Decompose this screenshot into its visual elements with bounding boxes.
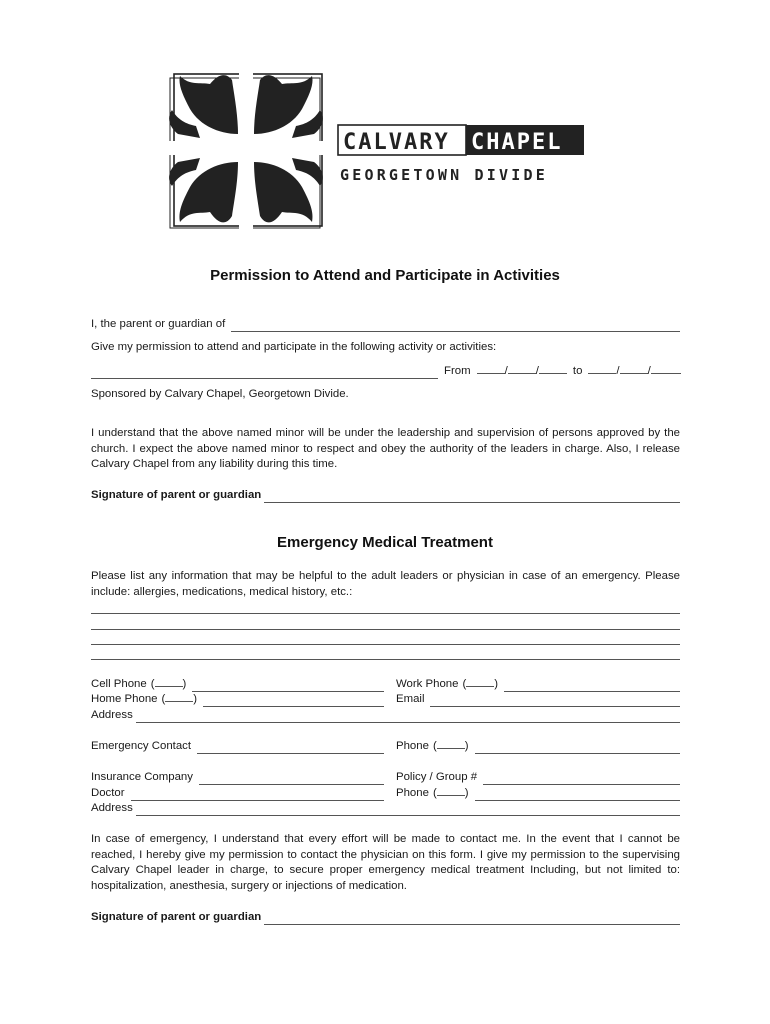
email-row bbox=[396, 692, 680, 707]
emergency-consent: In case of emergency, I understand that every effort will be made to contact me. In the event that I cannot be reached, I hereby give my permission to contact the physician on this form. I give my permission to the supervising Calvary Chapel leader in charge, to secure proper emergency medical treatment Including, but not limited to: hospitalization, anesthesia, surgery or injections of medication. bbox=[91, 833, 680, 892]
home-phone-area-code[interactable]: ( ) bbox=[161, 693, 198, 705]
parent-of-row bbox=[91, 317, 680, 332]
give-permission-text: Give my permission to attend and participate in the following activity or activities: bbox=[91, 341, 497, 353]
doctor-address-label: Address bbox=[91, 802, 133, 814]
sponsored-row bbox=[91, 387, 680, 402]
medical-info-line-4 bbox=[91, 645, 680, 660]
medical-instructions: Please list any information that may be helpful to the adult leaders or physician in case of an emergency. Please include: allergies, medications, medical history, etc.: bbox=[91, 570, 680, 598]
work-phone-field[interactable] bbox=[504, 680, 680, 692]
doctor-phone-label: Phone bbox=[396, 787, 429, 799]
cross-flower-emblem-icon bbox=[160, 64, 590, 239]
medical-info-field-1[interactable] bbox=[91, 602, 680, 614]
home-phone-field[interactable] bbox=[203, 695, 384, 707]
to-label: to bbox=[572, 365, 583, 377]
doctor-phone-area-code[interactable]: ( ) bbox=[432, 787, 469, 799]
doctor-row bbox=[91, 786, 384, 801]
emergency-contact-label: Emergency Contact bbox=[91, 740, 192, 752]
email-field[interactable] bbox=[430, 695, 680, 707]
emergency-phone-row bbox=[396, 739, 680, 754]
doctor-label: Doctor bbox=[91, 787, 125, 799]
signature-label-2: Signature of parent or guardian bbox=[91, 911, 262, 923]
calvary-chapel-logo bbox=[160, 64, 590, 239]
signature-field-1[interactable] bbox=[264, 491, 680, 503]
liability-statement: I understand that the above named minor will be under the leadership and supervision of persons approved by the church. I expect the above named minor to respect and obey the authority of the leaders in charge. Also, I release Calvary Chapel from any liability during this time. bbox=[91, 427, 680, 471]
cell-phone-label: Cell Phone bbox=[91, 678, 147, 690]
signature-label-1: Signature of parent or guardian bbox=[91, 489, 262, 501]
policy-row bbox=[396, 770, 680, 785]
medical-info-line-1 bbox=[91, 599, 680, 614]
insurance-row bbox=[91, 770, 384, 785]
address-row bbox=[91, 708, 680, 723]
activity-field[interactable] bbox=[91, 367, 438, 379]
permission-title: Permission to Attend and Participate in Activities bbox=[210, 267, 560, 284]
work-phone-row bbox=[396, 677, 680, 692]
emergency-phone-field[interactable] bbox=[475, 742, 680, 754]
emergency-contact-field[interactable] bbox=[197, 742, 384, 754]
doctor-field[interactable] bbox=[131, 789, 384, 801]
address-field[interactable] bbox=[136, 711, 680, 723]
to-date-field[interactable]: / / bbox=[588, 363, 680, 379]
medical-info-line-2 bbox=[91, 615, 680, 630]
medical-info-field-2[interactable] bbox=[91, 618, 680, 630]
medical-info-field-4[interactable] bbox=[91, 648, 680, 660]
doctor-address-field[interactable] bbox=[136, 804, 680, 816]
insurance-field[interactable] bbox=[199, 773, 384, 785]
logo-word-chapel: CHAPEL bbox=[471, 130, 563, 155]
medical-info-field-3[interactable] bbox=[91, 633, 680, 645]
minor-name-field[interactable] bbox=[231, 320, 680, 332]
emergency-phone-label: Phone bbox=[396, 740, 429, 752]
email-label: Email bbox=[396, 693, 425, 705]
medical-info-line-3 bbox=[91, 630, 680, 645]
work-phone-label: Work Phone bbox=[396, 678, 459, 690]
signature-field-2[interactable] bbox=[264, 913, 680, 925]
sponsored-text: Sponsored by Calvary Chapel, Georgetown Divide. bbox=[91, 388, 349, 400]
policy-field[interactable] bbox=[483, 773, 680, 785]
address-label: Address bbox=[91, 709, 133, 721]
from-label: From bbox=[444, 365, 471, 377]
cell-phone-field[interactable] bbox=[192, 680, 384, 692]
signature-row-2 bbox=[91, 910, 680, 925]
insurance-label: Insurance Company bbox=[91, 771, 193, 783]
home-phone-label: Home Phone bbox=[91, 693, 158, 705]
doctor-phone-field[interactable] bbox=[475, 789, 680, 801]
cell-phone-area-code[interactable]: ( ) bbox=[150, 678, 187, 690]
parent-label: I, the parent or guardian of bbox=[91, 318, 226, 330]
emergency-phone-area-code[interactable]: ( ) bbox=[432, 740, 469, 752]
doctor-phone-row bbox=[396, 786, 680, 801]
activity-date-row bbox=[91, 364, 680, 379]
home-phone-row bbox=[91, 692, 384, 707]
emergency-title: Emergency Medical Treatment bbox=[277, 534, 493, 551]
signature-row-1 bbox=[91, 488, 680, 503]
work-phone-area-code[interactable]: ( ) bbox=[462, 678, 499, 690]
logo-subtitle: GEORGETOWN DIVIDE bbox=[340, 166, 548, 184]
emergency-contact-row bbox=[91, 739, 384, 754]
doctor-address-row bbox=[91, 801, 680, 816]
logo-word-calvary: CALVARY bbox=[343, 130, 450, 155]
cell-phone-row bbox=[91, 677, 384, 692]
give-permission-row bbox=[91, 340, 680, 355]
from-date-field[interactable]: / / bbox=[477, 363, 567, 379]
policy-label: Policy / Group # bbox=[396, 771, 478, 783]
